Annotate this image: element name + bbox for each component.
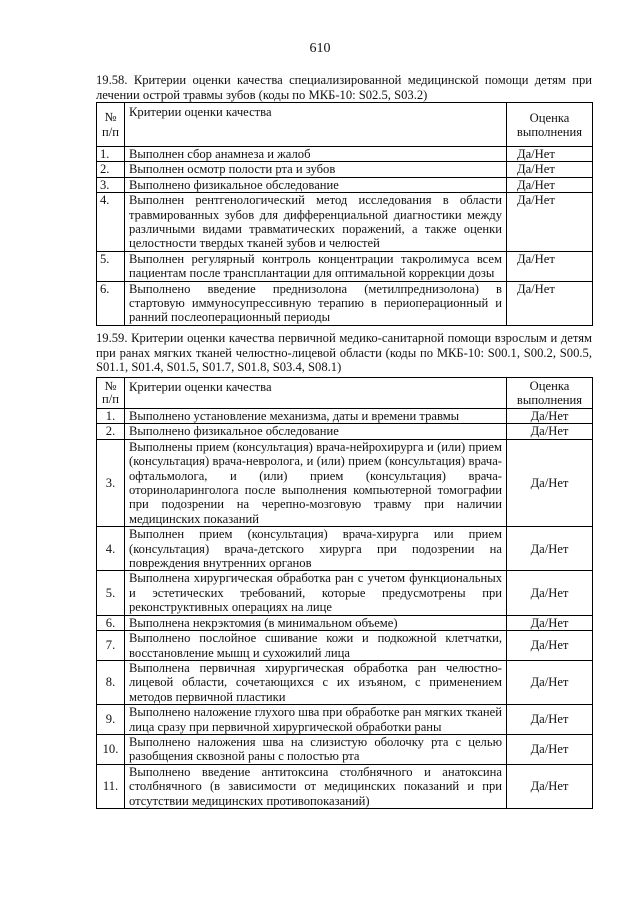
row-criterion: Выполнено физикальное обследование bbox=[125, 424, 507, 439]
section-title-19-59: 19.59. Критерии оценки качества первичной медико-санитарной помощи взрослым и детям при ранах мягких тканей челюстно-лицевой области (коды по МКБ-10: S00.1, S00.2, S00.5, S01.1, S01.4, S01.5, S01.7, S01.8, S03.4, S08.1) bbox=[96, 331, 592, 374]
row-criterion: Выполнено введение преднизолона (метилпреднизолона) в стартовую иммуносупрессивную терапию в периоперационный и ранний послеоперационный периоды bbox=[125, 281, 507, 325]
table-header-row bbox=[97, 378, 593, 409]
row-number: 3. bbox=[97, 439, 125, 526]
row-number: 11. bbox=[97, 764, 125, 808]
row-criterion: Выполнено введение антитоксина столбнячного и анатоксина столбнячного (в зависимости от медицинских показаний и при отсутствии медицинских противопоказаний) bbox=[125, 764, 507, 808]
table-body bbox=[97, 147, 593, 326]
table-row bbox=[97, 631, 593, 661]
row-number: 1. bbox=[97, 147, 125, 162]
row-rating: Да/Нет bbox=[507, 251, 593, 281]
table-row bbox=[97, 764, 593, 808]
row-number: 6. bbox=[97, 281, 125, 325]
table-row bbox=[97, 147, 593, 162]
header-criteria: Критерии оценки качества bbox=[125, 103, 507, 147]
row-number: 10. bbox=[97, 734, 125, 764]
row-rating: Да/Нет bbox=[507, 281, 593, 325]
row-criterion: Выполнено наложения шва на слизистую оболочку рта с целью разобщения сквозной раны с полостью рта bbox=[125, 734, 507, 764]
page-number: 610 bbox=[309, 41, 331, 56]
criteria-table-19-58 bbox=[96, 102, 593, 326]
table-row bbox=[97, 571, 593, 615]
row-number: 2. bbox=[97, 424, 125, 439]
table-row bbox=[97, 177, 593, 192]
row-criterion: Выполнена некрэктомия (в минимальном объеме) bbox=[125, 615, 507, 630]
row-number: 4. bbox=[97, 527, 125, 571]
row-rating: Да/Нет bbox=[507, 764, 593, 808]
header-criteria: Критерии оценки качества bbox=[125, 378, 507, 409]
table-row bbox=[97, 424, 593, 439]
table-row bbox=[97, 439, 593, 526]
row-rating: Да/Нет bbox=[507, 660, 593, 704]
table-row bbox=[97, 527, 593, 571]
row-number: 1. bbox=[97, 409, 125, 424]
row-number: 8. bbox=[97, 660, 125, 704]
table-row bbox=[97, 705, 593, 735]
table-row bbox=[97, 660, 593, 704]
row-criterion: Выполнено физикальное обследование bbox=[125, 177, 507, 192]
header-rating: Оценка выполнения bbox=[507, 103, 593, 147]
table-row bbox=[97, 409, 593, 424]
table-row bbox=[97, 251, 593, 281]
row-rating: Да/Нет bbox=[507, 734, 593, 764]
row-rating: Да/Нет bbox=[507, 527, 593, 571]
row-number: 7. bbox=[97, 631, 125, 661]
row-criterion: Выполнен осмотр полости рта и зубов bbox=[125, 162, 507, 177]
row-rating: Да/Нет bbox=[507, 631, 593, 661]
row-criterion: Выполнены прием (консультация) врача-нейрохирурга и (или) прием (консультация) врача-невролога, и (или) прием (консультация) врача-офтальмолога, и (или) прием (консультация) врача-оториноларинголога после выполнения компьютерной томографии при подозрении на черепно-мозговую травму при наличии медицинских показаний bbox=[125, 439, 507, 526]
row-criterion: Выполнено послойное сшивание кожи и подкожной клетчатки, восстановление мышц и сухожилий лица bbox=[125, 631, 507, 661]
row-rating: Да/Нет bbox=[507, 424, 593, 439]
row-rating: Да/Нет bbox=[507, 615, 593, 630]
row-number: 6. bbox=[97, 615, 125, 630]
row-number: 9. bbox=[97, 705, 125, 735]
header-num: № п/п bbox=[97, 103, 125, 147]
table-row bbox=[97, 615, 593, 630]
row-criterion: Выполнена хирургическая обработка ран с учетом функциональных и эстетических требований, которые предусмотрены при реконструктивных операциях на лице bbox=[125, 571, 507, 615]
row-criterion: Выполнен сбор анамнеза и жалоб bbox=[125, 147, 507, 162]
row-rating: Да/Нет bbox=[507, 705, 593, 735]
table-header-row bbox=[97, 103, 593, 147]
row-rating: Да/Нет bbox=[507, 409, 593, 424]
row-number: 4. bbox=[97, 193, 125, 252]
header-rating: Оценка выполнения bbox=[507, 378, 593, 409]
table-body bbox=[97, 409, 593, 809]
criteria-table-19-59 bbox=[96, 377, 593, 809]
row-rating: Да/Нет bbox=[507, 571, 593, 615]
row-rating: Да/Нет bbox=[507, 193, 593, 252]
header-num: № п/п bbox=[97, 378, 125, 409]
table-row bbox=[97, 193, 593, 252]
row-criterion: Выполнена первичная хирургическая обработка ран челюстно-лицевой области, сочетающихся с их изъяном, с применением методов первичной пластики bbox=[125, 660, 507, 704]
row-number: 5. bbox=[97, 571, 125, 615]
section-title-19-58: 19.58. Критерии оценки качества специализированной медицинской помощи детям при лечении острой травмы зубов (коды по МКБ-10: S02.5, S03.2) bbox=[96, 73, 592, 102]
table-row bbox=[97, 162, 593, 177]
row-rating: Да/Нет bbox=[507, 439, 593, 526]
row-rating: Да/Нет bbox=[507, 162, 593, 177]
row-criterion: Выполнено наложение глухого шва при обработке ран мягких тканей лица сразу при первичной хирургической обработки раны bbox=[125, 705, 507, 735]
row-rating: Да/Нет bbox=[507, 147, 593, 162]
row-number: 2. bbox=[97, 162, 125, 177]
table-row bbox=[97, 734, 593, 764]
row-criterion: Выполнен прием (консультация) врача-хирурга или прием (консультация) врача-детского хирурга при подозрении на повреждения внутренних органов bbox=[125, 527, 507, 571]
row-criterion: Выполнен регулярный контроль концентрации такролимуса всем пациентам после трансплантации для оптимальной коррекции дозы bbox=[125, 251, 507, 281]
row-number: 5. bbox=[97, 251, 125, 281]
table-row bbox=[97, 281, 593, 325]
row-criterion: Выполнено установление механизма, даты и времени травмы bbox=[125, 409, 507, 424]
row-number: 3. bbox=[97, 177, 125, 192]
row-criterion: Выполнен рентгенологический метод исследования в области травмированных зубов для дифференциальной диагностики между различными видами травматических поражений, а также оценки целостности твердых тканей зубов и челюстей bbox=[125, 193, 507, 252]
row-rating: Да/Нет bbox=[507, 177, 593, 192]
